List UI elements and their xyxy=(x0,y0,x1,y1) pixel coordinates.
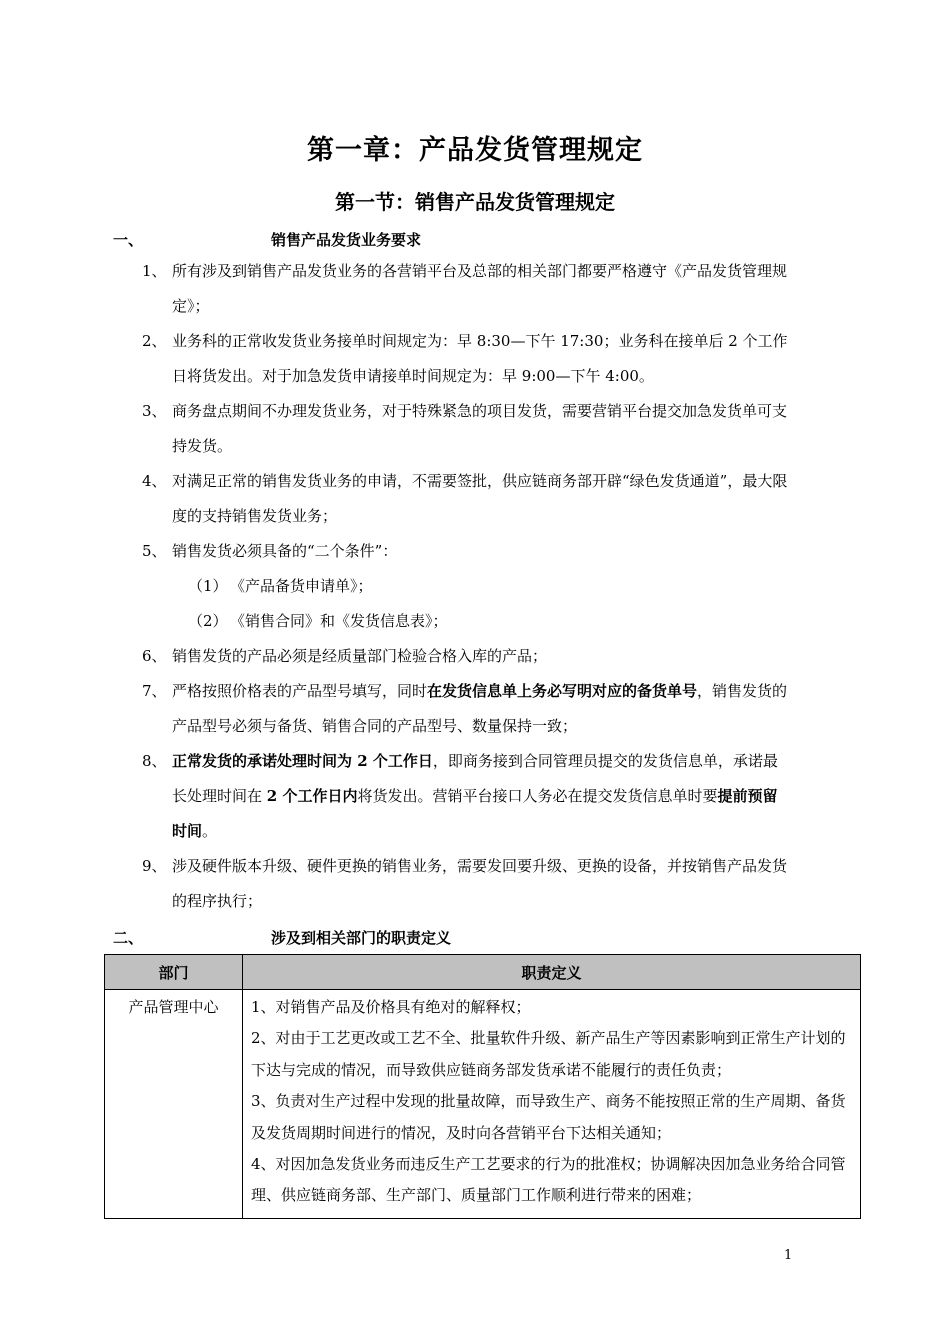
duty-line: 3、负责对生产过程中发现的批量故障，而导致生产、商务不能按照正常的生产周期、备货及发货周期时间进行的情况，及时向各营销平台下达相关通知； xyxy=(251,1092,846,1142)
part-two-title: 涉及到相关部门的职责定义 xyxy=(271,929,452,947)
list-item-3 xyxy=(142,394,792,464)
chapter-title: 第一章：产品发货管理规定 xyxy=(307,135,643,166)
item-number: 9、 xyxy=(142,857,167,875)
item-text-emphasis: 正常发货的承诺处理时间为 2 个工作日 xyxy=(172,752,433,770)
item-number: 7、 xyxy=(142,682,167,700)
item-number: 8、 xyxy=(142,752,167,770)
condition-number: （2） xyxy=(188,612,228,630)
header-responsibility: 职责定义 xyxy=(243,955,861,990)
part-one-title: 销售产品发货业务要求 xyxy=(271,231,422,249)
responsibility-table xyxy=(104,954,861,1219)
item-text xyxy=(172,744,792,849)
item-text: 销售发货必须具备的“二个条件”： xyxy=(172,542,398,560)
part-one-number: 一、 xyxy=(113,231,144,249)
list-item-9 xyxy=(142,849,792,919)
item-number: 1、 xyxy=(142,262,167,280)
page-number: 1 xyxy=(784,1248,793,1263)
duty-line: 4、对因加急发货业务而违反生产工艺要求的行为的批准权；协调解决因加急业务给合同管理、供应链商务部、生产部门、质量部门工作顺利进行带来的困难； xyxy=(251,1155,846,1205)
list-item-2 xyxy=(142,324,792,394)
condition-item-2 xyxy=(188,604,448,639)
item-text-part: ，即商务接到合同管理员提交的发货信息单，承诺最长处理时间在 xyxy=(172,752,778,805)
item-number: 6、 xyxy=(142,647,167,665)
table-row xyxy=(105,990,861,1219)
item-number: 4、 xyxy=(142,472,167,490)
item-text-part: 严格按照价格表的产品型号填写，同时 xyxy=(172,682,428,700)
item-text-emphasis: 提前预留时间 xyxy=(172,787,778,840)
item-text xyxy=(172,674,792,744)
condition-text: 《产品备货申请单》； xyxy=(230,577,373,595)
item-text: 对满足正常的销售发货业务的申请，不需要签批，供应链商务部开辟“绿色发货通道”，最大限度的支持销售发货业务； xyxy=(172,472,788,525)
list-item-1 xyxy=(142,254,792,324)
condition-item-1 xyxy=(188,569,373,604)
table-header-row xyxy=(105,955,861,990)
duty-line: 2、对由于工艺更改或工艺不全、批量软件升级、新产品生产等因素影响到正常生产计划的下达与完成的情况，而导致供应链商务部发货承诺不能履行的责任负责； xyxy=(251,1029,846,1079)
item-text-part: 。 xyxy=(202,822,218,840)
item-text-emphasis: 2 个工作日内 xyxy=(266,787,358,805)
department-cell: 产品管理中心 xyxy=(105,990,243,1219)
item-text: 商务盘点期间不办理发货业务，对于特殊紧急的项目发货，需要营销平台提交加急发货单可支持发货。 xyxy=(172,402,788,455)
item-text: 业务科的正常收发货业务接单时间规定为：早 8:30—下午 17:30；业务科在接单后 2 个工作日将货发出。对于加急发货申请接单时间规定为：早 9:00—下午 4:00。 xyxy=(172,332,788,385)
list-item-4 xyxy=(142,464,792,534)
item-number: 2、 xyxy=(142,332,167,350)
condition-text: 《销售合同》和《发货信息表》； xyxy=(230,612,448,630)
responsibility-cell xyxy=(243,990,861,1219)
condition-number: （1） xyxy=(188,577,228,595)
item-text-part: ，销售发货的产品型号必须与备货、销售合同的产品型号、数量保持一致； xyxy=(172,682,788,735)
list-item-8 xyxy=(142,744,792,849)
list-item-6 xyxy=(142,639,792,674)
list-item-7 xyxy=(142,674,792,744)
part-two-number: 二、 xyxy=(113,929,144,947)
section-title: 第一节：销售产品发货管理规定 xyxy=(335,190,615,214)
item-text: 销售发货的产品必须是经质量部门检验合格入库的产品； xyxy=(172,647,548,665)
item-text: 所有涉及到销售产品发货业务的各营销平台及总部的相关部门都要严格遵守《产品发货管理规定》； xyxy=(172,262,788,315)
header-department: 部门 xyxy=(105,955,243,990)
item-text-emphasis: 在发货信息单上务必写明对应的备货单号 xyxy=(427,682,698,700)
item-number: 3、 xyxy=(142,402,167,420)
item-text: 涉及硬件版本升级、硬件更换的销售业务，需要发回要升级、更换的设备，并按销售产品发货的程序执行； xyxy=(172,857,788,910)
item-text-part: 将货发出。营销平台接口人务必在提交发货信息单时要 xyxy=(357,787,718,805)
list-item-5 xyxy=(142,534,792,569)
item-number: 5、 xyxy=(142,542,167,560)
duty-line: 1、对销售产品及价格具有绝对的解释权； xyxy=(251,998,531,1016)
